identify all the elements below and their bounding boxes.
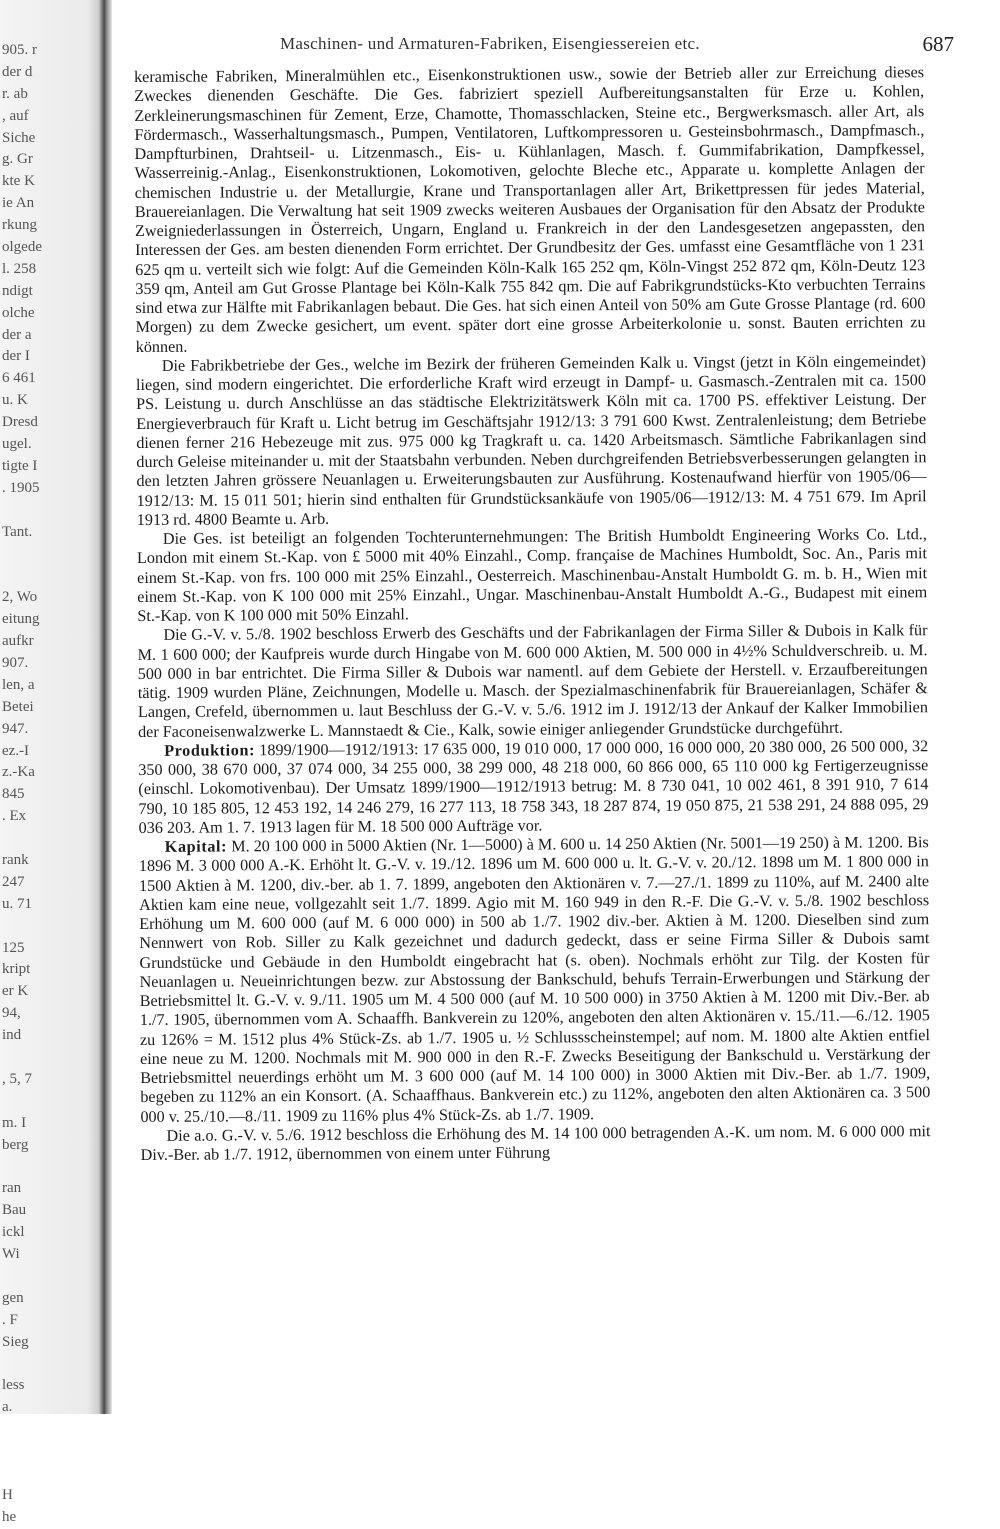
margin-fragment: der I [2, 348, 30, 365]
margin-fragment: 2, Wo [2, 589, 38, 606]
margin-fragment: ugel. [2, 436, 32, 453]
margin-fragment: u. 71 [2, 895, 32, 912]
margin-fragment: gen [2, 1289, 24, 1306]
margin-fragment: Sieg [2, 1333, 29, 1350]
margin-fragment: Betei [2, 698, 34, 715]
margin-fragment [2, 500, 94, 522]
margin-fragment: Dresd [2, 414, 38, 431]
paragraph-text: Die G.-V. v. 5./8. 1902 beschloss Erwerb des Geschäfts und der Fabrikanlagen der Firma Siller & Dubois in Kalk für M. 1 600 000; der Kaufpreis wurde durch Hingabe von M. 600 000 Aktien, M. 500 000 in 4½% Schuldverschreib. u. M. 500 000 in bar entrichtet. Die Firma Siller & Dubois war namentl. auf dem Gebiete der Herstell. v. Erzaufbereitungen tätig. 1909 wurden Pläne, Zeichnungen, Modelle u. Masch. der Spezialmaschinenfabrik für Brauereianlagen, Schäfer & Langen, Crefeld, übernommen u. laut Beschluss der G.-V. v. 5./6. 1912 im J. 1912/13 der Ankauf der Kalker Immobilien der Faconeisenwalzwerke L. Mannstaedt & Cie., Kalk, sowie einiger anliegender Grundstücke durchgeführt. [137, 621, 928, 741]
previous-page-margin [2, 40, 94, 1529]
margin-fragment: ndigt [2, 282, 33, 299]
margin-fragment: rkung [2, 217, 37, 234]
running-title: Maschinen- und Armaturen-Fabriken, Eisengiessereien etc. [280, 34, 700, 53]
margin-fragment [2, 1441, 94, 1463]
paragraph-text: M. 20 100 000 in 5000 Aktien (Nr. 1—5000) à M. 600 u. 14 250 Aktien (Nr. 5001—19 250) à M. 1200. Bis 1896 M. 3 000 000 A.-K. Erhöht lt. G.-V. v. 19./12. 1896 um M. 600 000 u. lt. G.-V. v. 20./12. 1898 um M. 1 800 000 in 1500 Aktien à M. 1200, div.-ber. ab 1. 7. 1899, angeboten den Aktionären v. 7.—27./1. 1899 zu 110%, auf M. 2400 alte Aktien kam eine neue, vollgezahlt seit 1./7. 1899. Agio mit M. 160 949 in den R.-F. Die G.-V. v. 5./8. 1902 beschloss Erhöhung um M. 600 000 (auf M. 6 000 000) in 500 ab 1./7. 1902 div.-ber. Aktien à M. 1200. Dieselben sind zum Nennwert von Rob. Siller zu Kalk gezeichnet und dadurch gedeckt, dass er seine Firma Siller & Dubois samt Grundstücke und Gebäude in den Humboldt eingebracht hat (s. oben). Nochmals erhöht zur Tilg. der Kosten für Neuanlagen u. Neueinrichtungen bezw. zur Abstossung der Bankschuld, behufs Terrain-Erwerbungen und Stärkung der Betriebsmittel lt. G.-V. v. 9./11. 1905 um M. 4 500 000 (auf M. 10 500 000) in 3750 Aktien à M. 1200 mit Div.-Ber. ab 1./7. 1905, übernommen vom A. Schaaffh. Bankverein zu 120%, angeboten den alten Aktionären v. 15./11.—6./12. 1905 zu 126% = M. 1512 plus 4% Stück-Zs. ab 1./7. 1905 u. ½ Schlussscheinstempel; auf nom. M. 1800 alte Aktien entfiel eine neue zu M. 1200. Nochmals mit M. 900 000 in den R.-F. Zwecks Beseitigung der Bankschuld u. Verstärkung der Betriebsmittel neuerdings erhöht um M. 3 600 000 (auf M. 14 100 000) in 3000 Aktien mit Div.-Ber. ab 1./7. 1909, begeben zu 112% an ein Konsort. (A. Schaaffhaus. Bankverein etc.) zu 112%, angeboten den alten Aktionären ca. 3 500 000 v. 25./10.—8./11. 1909 zu 116% plus 4% Stück-Zs. ab 1./7. 1909. [138, 833, 931, 1126]
margin-fragment: H [2, 1486, 13, 1503]
margin-fragment: m. I [2, 1114, 27, 1131]
margin-fragment: eitung [2, 611, 40, 628]
margin-fragment: Tant. [2, 523, 33, 540]
margin-fragment [2, 1353, 94, 1375]
margin-fragment: Wi [2, 1245, 20, 1262]
margin-fragment: olche [2, 304, 35, 321]
paragraph-factory-operations [136, 352, 927, 530]
margin-fragment: kte K [2, 173, 35, 190]
margin-fragment: Siche [2, 129, 36, 146]
paragraph-capital [139, 833, 931, 1127]
margin-fragment: r. ab [2, 85, 28, 102]
margin-fragment: berg [2, 1136, 29, 1153]
paragraph-capital-increase-1912 [140, 1122, 930, 1165]
margin-fragment: ie An [2, 195, 35, 212]
margin-fragment: olgede [2, 239, 42, 256]
margin-fragment: kript [2, 961, 31, 978]
margin-fragment: , auf [2, 107, 29, 124]
paragraph-business-scope [134, 63, 926, 357]
margin-fragment: Bau [2, 1202, 27, 1219]
margin-fragment: he [2, 1508, 17, 1525]
margin-fragment: 905. r [2, 42, 37, 58]
margin-fragment [2, 1266, 94, 1288]
paragraph-production [138, 737, 929, 838]
margin-fragment: z.-Ka [2, 764, 35, 781]
margin-fragment: . F [2, 1311, 18, 1328]
margin-fragment: er K [2, 983, 29, 1000]
margin-fragment: ind [2, 1027, 22, 1044]
margin-fragment: less [2, 1377, 25, 1394]
margin-fragment: 845 [2, 786, 25, 803]
paragraph-text: 1899/1900—1912/1913: 17 635 000, 19 010 000, 17 000 000, 16 000 000, 20 380 000, 26 500 000, 32 350 000, 38 670 000, 37 074 000, 34 255 000, 38 299 000, 48 218 000, 60 866 000, 65 110 000 kg Fertigerzeugnisse (einschl. Lokomotivenbau). Der Umsatz 1899/1900—1912/1913 betrug: M. 8 730 041, 10 002 461, 8 391 910, 7 614 790, 10 185 805, 12 453 192, 14 246 279, 16 277 113, 18 758 343, 18 287 874, 19 050 875, 21 538 291, 24 888 095, 29 036 203. Am 1. 7. 1913 lagen für M. 18 500 000 Aufträge vor. [138, 736, 929, 837]
margin-fragment [2, 916, 94, 938]
paragraph-acquisitions [137, 621, 928, 741]
margin-fragment: g. Gr [2, 151, 33, 168]
margin-fragment: tigte I [2, 457, 38, 474]
paragraph-text: Die Fabrikbetriebe der Ges., welche im Bezirk der früheren Gemeinden Kalk u. Vingst (jetzt in Köln eingemeindet) liegen, sind modern eingerichtet. Die erforderliche Kraft wird erzeugt in Dampf- u. Gasmasch.-Zentralen mit ca. 1500 PS. Leistung u. durch Anschlüsse an das städtische Elektrizitätswerk Köln mit ca. 1700 PS. effektiver Leistung. Der Energieverbrauch für Kraft u. Licht betrug im Geschäftsjahr 1912/13: 3 791 600 Kwst. Zentralenleistung; dem Betriebe dienen ferner 216 Hebezeuge mit zus. 975 000 kg Tragkraft u. ca. 1420 Arbeitsmasch. Sämtliche Fabrikanlagen sind durch Geleise miteinander u. mit der Staatsbahn verbunden. Neben durchgreifenden Betriebsverbesserungen gelangten in den letzten Jahren grössere Neuanlagen u. Erweiterungsbauten zur Ausführung. Kostenaufwand hierfür von 1905/06—1912/13: M. 15 011 501; hierin sind enthalten für Grundstücksankäufe von 1905/06—1912/13: M. 4 751 679. Im April 1913 rd. 4800 Beamte u. Arb. [135, 351, 927, 529]
paragraph-text: Die a.o. G.-V. v. 5./6. 1912 beschloss die Erhöhung des M. 14 100 000 betragenden A.-K. um nom. M. 6 000 000 mit Div.-Ber. ab 1./7. 1912, übernommen von einem unter Führung [140, 1121, 931, 1164]
margin-fragment [2, 565, 94, 587]
margin-fragment: rank [2, 851, 29, 868]
margin-fragment [2, 1156, 94, 1178]
margin-fragment: 94, [2, 1005, 21, 1022]
page-body [134, 63, 931, 1165]
margin-fragment: ickl [2, 1224, 25, 1241]
margin-fragment: 247 [2, 873, 25, 890]
margin-fragment [2, 543, 94, 565]
page-number: 687 [922, 32, 954, 56]
margin-fragment: l. 258 [2, 260, 37, 277]
margin-fragment [2, 828, 94, 850]
section-label-production: Produktion: [164, 741, 256, 760]
margin-fragment: len, a [2, 676, 35, 693]
margin-fragment: der d [2, 63, 33, 80]
margin-fragment: , 5, 7 [2, 1070, 32, 1087]
margin-fragment [2, 1463, 94, 1485]
margin-fragment: ran [2, 1180, 22, 1197]
margin-fragment: ez.-I [2, 742, 30, 759]
paragraph-subsidiaries [137, 525, 928, 626]
margin-fragment: 947. [2, 720, 29, 737]
margin-fragment [2, 1419, 94, 1441]
margin-fragment [2, 1091, 94, 1113]
margin-fragment: u. K [2, 392, 28, 409]
margin-fragment: a. [2, 1399, 13, 1416]
page-header [280, 34, 960, 60]
margin-fragment: aufkr [2, 633, 34, 650]
margin-fragment: . Ex [2, 808, 27, 825]
margin-fragment: der a [2, 326, 32, 343]
section-label-capital: Kapital: [164, 837, 228, 856]
margin-fragment: 125 [2, 939, 25, 956]
margin-fragment: 6 461 [2, 370, 36, 387]
paragraph-text: Die Ges. ist beteiligt an folgenden Tochterunternehmungen: The British Humboldt Engineering Works Co. Ltd., London mit einem St.-Kap. von £ 5000 mit 40% Einzahl., Comp. française de Machines Humboldt, Soc. An., Paris mit einem St.-Kap. von frs. 100 000 mit 25% Einzahl., Oesterreich. Maschinenbau-Anstalt Humboldt G. m. b. H., Wien mit einem St.-Kap. von K 100 000 mit 25% Einzahl., Ungar. Maschinenbau-Anstalt Humboldt A.-G., Budapest mit einem St.-Kap. von K 100 000 mit 50% Einzahl. [136, 525, 928, 625]
margin-fragment: 907. [2, 654, 29, 671]
margin-fragment: . 1905 [2, 479, 40, 496]
margin-fragment [2, 1047, 94, 1069]
paragraph-text: keramische Fabriken, Mineralmühlen etc., Eisenkonstruktionen usw., sowie der Betrieb aller zur Erreichung dieses Zweckes dienenden Geschäfte. Die Ges. fabriziert speziell Aufbereitungsanstalten für Erze u. Kohlen, Zerkleinerungsmaschinen für Zement, Erze, Chamotte, Thomasschlacken, Steine etc., Bergwerksmasch. aller Art, als Fördermasch., Wasserhaltungsmasch., Pumpen, Ventilatoren, Luftkompressoren u. Gesteinsbohrmasch., Dampfmasch., Dampfturbinen, Drahtseil- u. Litzenmasch., Eis- u. Kühlanlagen, Masch. f. Gummifabrikation, Dampfkessel, Wasserreinig.-Anlag., Eisenkonstruktionen, Lokomotiven, gelochte Bleche etc., Apparate u. komplette Anlagen der chemischen Industrie u. der Metallurgie, Krane und Transportanlagen aller Art, Brikettpressen für jedes Material, Brauereianlagen. Die Verwaltung hat seit 1909 zwecks weiteren Ausbaues der Organisation für den Absatz der Produkte Zweigniederlassungen in Österreich, Ungarn, England u. Frankreich in der den Landesgesetzen angepassten, den Interessen der Ges. am besten dienenden Form errichtet. Der Grundbesitz der Ges. umfasst eine Gesamtfläche von 1 231 625 qm u. verteilt sich wie folgt: Auf die Gemeinden Köln-Kalk 165 252 qm, Köln-Vingst 252 872 qm, Köln-Deutz 123 359 qm, Anteil am Gut Grosse Plantage bei Köln-Kalk 755 842 qm. Die auf Fabrikgrundstücks-Kto verbuchten Terrains sind etwa zur Hälfte mit Fabrikanlagen bebaut. Die Ges. hat sich einen Anteil von 50% am Gute Grosse Plantage (rd. 600 Morgen) zu dem Zwecke gesichert, um event. später dort eine grosse Arbeiterkolonie u. sonst. Bauten errichten zu können. [134, 63, 926, 356]
